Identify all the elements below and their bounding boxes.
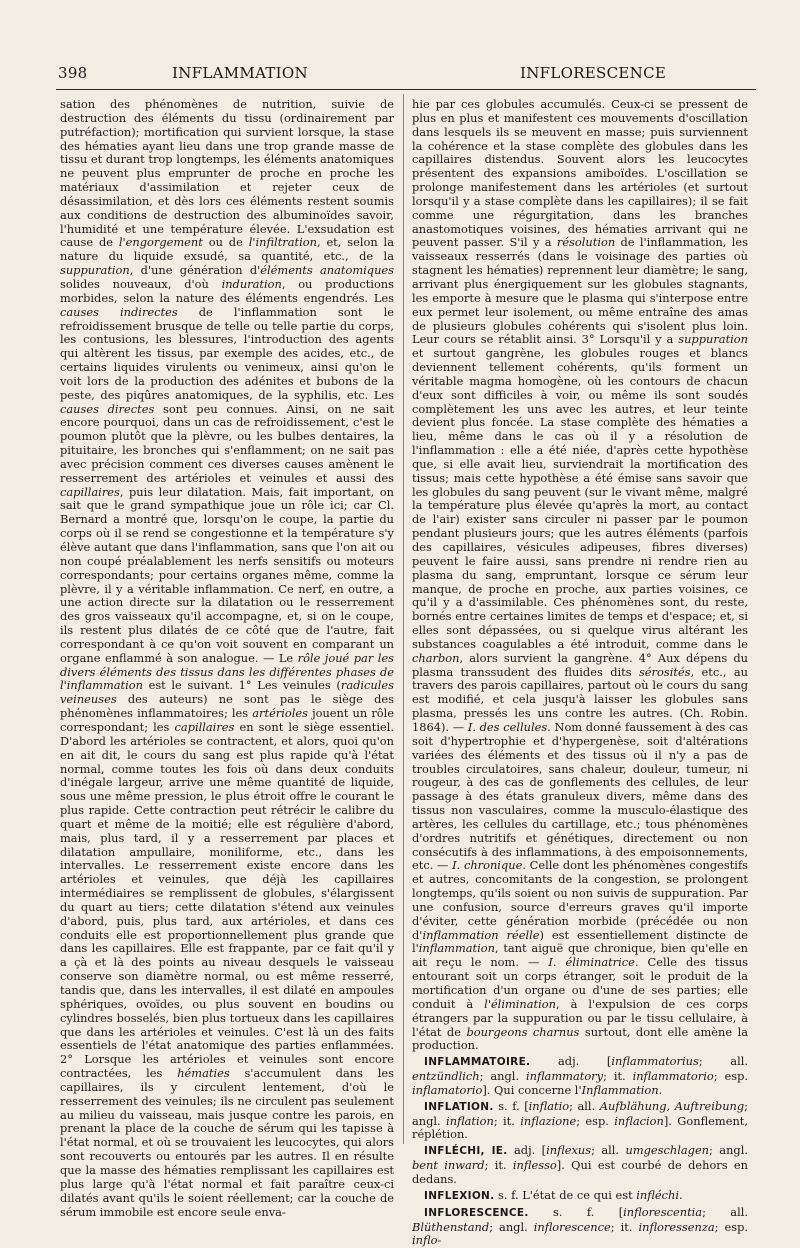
column-divider <box>403 94 404 1144</box>
dictionary-entry-inflechi: INFLÉCHI, IE. adj. [inflexus; all. umgeschlagen; angl. bent inward; it. inflesso]. Qui est courbé de dehors en dedans. <box>412 1143 749 1186</box>
paragraph: hie par ces globules accumulés. Ceux-ci se pressent de plus en plus et manifestent ces mouvements d'oscillation dans lesquels ils se meuvent en masse; puis surviennent la cohérence et la stase complète des globules dans les capillaires distendus. Souvent alors les leucocytes présentent des expansions amiboïdes. L'oscillation se prolonge manifestement dans les artérioles (et surtout lorsqu'il y a stase complète dans les capillaires); il se fait comme une régurgitation, dans les branches anastomotiques voisines, des hématies arrivant qui ne peuvent passer. S'il y a résolution de l'inflammation, les vaisseaux resserrés (dans le voisinage des parties où stagnent les hématies) reprennent leur diamètre; le sang, arrivant plus énergiquement sur les globules stagnants, les emporte à mesure que le plasma qui s'interpose entre eux permet leur isolement, ou même entraîne des amas de plusieurs globules cohérents qui s'isolent plus loin. Leur cours se rétablit ainsi. 3° Lorsqu'il y a suppuration et surtout gangrène, les globules rouges et blancs deviennent tellement cohérents, qu'ils forment un véritable magma homogène, où les contours de chacun d'eux sont difficiles à voir, ou même ils sont soudés complètement les uns avec les autres, et leur teinte devient plus foncée. La stase complète des hématies a lieu, même dans le cas où il y a résolution de l'inflammation : elle a été niée, d'après cette hypothèse que, si elle avait lieu, surviendrait la mortification des tissus; mais cette hypothèse a été émise sans savoir que les globules du sang peuvent (sur le vivant même, malgré la température plus élevée qu'après la mort, au contact de l'air) exister sans circuler ni passer par le poumon pendant plusieurs jours; que les autres éléments (parfois des capillaires, vésicules adipeuses, fibres diverses) peuvent le faire aussi, sans prendre ni rendre rien au plasma du sang, empruntant, lorsque ce sérum leur manque, de proche en proche, aux parties voisines, ce qu'il y a d'assimilable. Ces phénomènes sont, du reste, bornés entre certaines limites de temps et d'espace; et, si elles sont dépassées, ou si quelque virus altérant les substances coagulables a été introduit, comme dans le charbon, alors survient la gangrène. 4° Aux dépens du plasma transsudent des fluides dits sérosités, etc., au travers des parois capillaires, partout où le cours du sang est modifié, et cela jusqu'à laisser les globules sans plasma, pressés les uns contre les autres. (Ch. Robin. 1864). — I. des cellules. Nom donné faussement à des cas soit d'hypertrophie et d'hypergenèse, soit d'altérations variées des éléments et des tissus où il n'y a pas de troubles circulatoires, sans chaleur, douleur, tumeur, ni rougeur, à des cas de gonflements des cellules, de leur passage à des états granuleux divers, même dans des tissus non vasculaires, comme la musculo-élastique des artères, les cellules du cartillage, etc.; tous phénomènes d'ordres nutritifs et génétiques, directement ou non consécutifs à des inflammations, à des empoisonnements, etc. — I. chronique. Celle dont les phénomènes congestifs et autres, concomitants de la congestion, se prolongent longtemps, qu'ils soient ou non suivis de suppuration. Par une confusion, source d'erreurs graves qu'il importe d'éviter, cette génération morbide (précédée ou non d'inflammation réelle) est essentiellement distincte de l'inflammation, tant aiguë que chronique, bien qu'elle en ait reçu le nom. — I. éliminatrice. Celle des tissus entourant soit un corps étranger, soit le produit de la mortification d'un organe ou d'une de ses parties; elle conduit à l'élimination, à l'expulsion de ces corps étrangers par la suppuration ou par le tissu cellulaire, à l'état de bourgeons charnus surtout, dont elle amène la production. <box>412 97 749 1053</box>
dictionary-entry-inflexion: INFLEXION. s. f. L'état de ce qui est infléchi. <box>424 1187 683 1202</box>
entry-headword: INFLORESCENCE. <box>424 1206 529 1219</box>
running-head-right: INFLORESCENCE <box>520 64 667 82</box>
dictionary-entry-inflammatoire: INFLAMMATOIRE. adj. [inflammatorius; all. entzündlich; angl. inflammatory; it. inflammatorio; esp. inflamatorio]. Qui concerne l'Inflammation. <box>412 1054 749 1097</box>
running-head-left: INFLAMMATION <box>172 64 308 82</box>
header-rule <box>56 89 756 90</box>
entry-headword: INFLAMMATOIRE. <box>424 1056 531 1069</box>
dictionary-entry-inflation: INFLATION. s. f. [inflatio; all. Aufblähung, Auftreibung; angl. inflation; it. inflazione; esp. inflacion]. Gonflement, réplétion. <box>412 1098 749 1142</box>
paragraph: sation des phénomènes de nutrition, suivie de destruction des éléments du tissu (ordinairement par putréfaction); mortification qui survient lorsque, la stase des hématies ayant lieu dans une trop grande masse de tissu et durant trop longtemps, les éléments anatomiques ne peuvent plus emprunter de proche en proche les matériaux d'assimilation et rejeter ceux de désassimilation, et dès lors ces éléments restent soumis aux conditions de destruction des albuminoïdes savoir, l'humidité et une température élevée. L'exsudation est cause de l'engorgement ou de l'infiltration, et, selon la nature du liquide exsudé, sa quantité, etc., de la suppuration, d'une génération d'éléments anatomiques solides nouveaux, d'où induration, ou productions morbides, selon la nature des éléments engendrés. Les causes indirectes de l'inflammation sont le refroidissement brusque de telle ou telle partie du corps, les contusions, les blessures, l'introduction des agents qui altèrent les tissus, par exemple des acides, etc., de certains liquides virulents ou venimeux, ainsi qu'on le voit lors de la production des adénites et bubons de la peste, des piqûres anatomiques, de la syphilis, etc. Les causes directes sont peu connues. Ainsi, on ne sait encore pourquoi, dans un cas de refroidissement, c'est le poumon plutôt que la plèvre, ou les bulbes dentaires, la pituitaire, les bronches qui s'enflamment; on ne sait pas avec précision comment ces diverses causes amènent le resserrement des artérioles et veinules et aussi des capillaires, puis leur dilatation. Mais, fait important, on sait que le grand sympathique joue un rôle ici; car Cl. Bernard a montré que, lorsqu'on le coupe, la partie du corps où il se rend se congestionne et la température s'y élève autant que dans l'inflammation, sans que l'on ait ou non coupé préalablement les nerfs sensitifs ou moteurs correspondants; pour certains organes même, comme la plèvre, il y a véritable inflammation. Ce nerf, en outre, a une action directe sur la dilatation ou le resserrement des gros vaisseaux qu'il accompagne, et, si on le coupe, ils restent plus dilatés de ce côté que de l'autre, fait correspondant à ce qu'on voit souvent en comparant un organe enflammé à son analogue. — Le rôle joué par les divers éléments des tissus dans les différentes phases de l'inflammation est le suivant. 1° Les veinules (radicules veineuses des auteurs) ne sont pas le siège des phénomènes inflammatoires; les artérioles jouent un rôle correspondant; les capillaires en sont le siège essentiel. D'abord les artérioles se contractent, et alors, quoi qu'on en ait dit, le cours du sang est plus rapide qu'à l'état normal, comme toutes les fois où dans deux conduits d'inégale largeur, arrive une même quantité de liquide, sous une même pression, le plus étroit offre le courant le plus rapide. Cette contraction peut rétrécir le calibre du quart et même de la moitié; elle est régulière d'abord, mais, plus tard, il y a resserrement par places et dilatation ampullaire, moniliforme, etc., dans les intervalles. Le resserrement existe encore dans les artérioles et veinules, que déjà les capillaires intermédiaires se remplissent de globules, s'élargissent du quart au tiers; cette dilatation s'étend aux veinules d'abord, puis, plus tard, aux artérioles, et dans ces conduits elle est proportionnellement plus grande que dans les capillaires. Elle est frappante, par ce fait qu'il y a çà et là des points au niveau desquels le vaisseau conserve son diamètre normal, ou est même resserré, tandis que, dans les intervalles, il est dilaté en ampoules sphériques, ovoïdes, ou plus souvent en boudins ou cylindres bosselés, bien plus tortueux dans les capillaires que dans les artérioles et veinules. C'est là un des faits essentiels de l'état anatomique des parties enflammées. 2° Lorsque les artérioles et veinules sont encore contractées, les hématies s'accumulent dans les capillaires, ils y circulent lentement, d'où le resserrement des veinules; ils ne circulent pas seulement au milieu du vaisseau, mais jusque contre les parois, en prenant la place de la couche de sérum qui les tapisse à l'état normal, et où se trouvaient les leucocytes, qui alors sont recouverts ou entourés par les autres. Il en résulte que la masse des hématies remplissant les capillaires est plus large qu'à l'état normal et fait paraître ceux-ci dilatés avant qu'ils le soient réellement; car la couche de sérum immobile est encore seule enva- <box>60 97 394 1219</box>
right-column <box>412 97 749 1248</box>
entry-headword: INFLATION. <box>424 1100 494 1113</box>
entry-headword: INFLÉCHI, IE. <box>424 1145 508 1158</box>
entry-headword: INFLEXION. <box>424 1189 495 1202</box>
left-column <box>60 97 394 1219</box>
dictionary-entry-inflorescence: INFLORESCENCE. s. f. [inflorescentia; all. Blüthenstand; angl. inflorescence; it. infloressenza; esp. inflo- <box>412 1204 749 1248</box>
page-number: 398 <box>58 64 88 82</box>
page-header <box>0 58 800 88</box>
